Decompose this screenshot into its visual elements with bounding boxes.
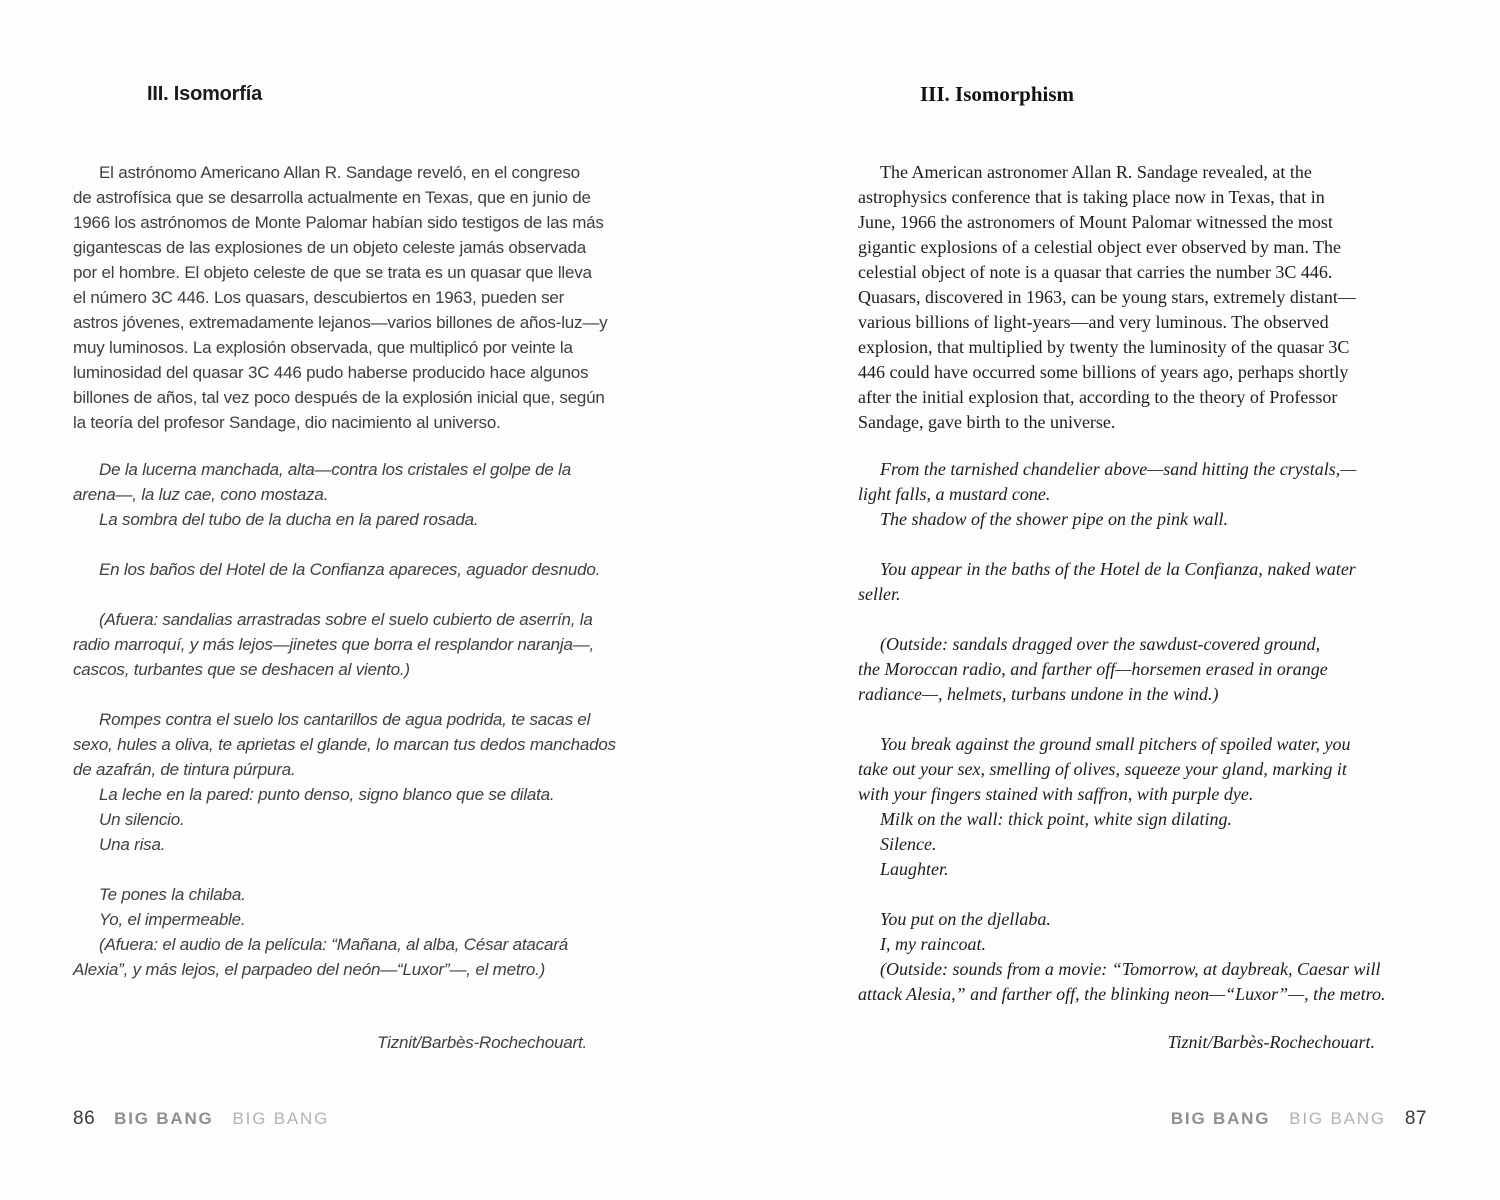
text-line: From the tarnished chandelier above—sand hitting the crystals,— [880, 459, 1357, 479]
text-line [858, 532, 1430, 557]
text-line: attack Alesia,” and farther off, the blinking neon—“Luxor”—, the metro. [858, 984, 1386, 1004]
text-line: Rompes contra el suelo los cantarillos de agua podrida, te sacas el [99, 710, 591, 729]
text-line: 1966 los astrónomos de Monte Palomar habían sido testigos de las más [73, 213, 604, 232]
text-line: You break against the ground small pitchers of spoiled water, you [880, 734, 1351, 754]
text-line: Yo, el impermeable. [99, 910, 246, 929]
text-line: En los baños del Hotel de la Confianza apareces, aguador desnudo. [99, 560, 601, 579]
running-header-section-title: BIG BANG [232, 1109, 330, 1128]
text-line: June, 1966 the astronomers of Mount Palomar witnessed the most [858, 212, 1333, 232]
text-line: after the initial explosion that, according to the theory of Professor [858, 387, 1338, 407]
running-header-book-title: BIG BANG [1170, 1109, 1271, 1128]
text-line: arena—, la luz cae, cono mostaza. [73, 485, 329, 504]
text-line: cascos, turbantes que se deshacen al viento.) [73, 660, 410, 679]
text-line: Te pones la chilaba. [99, 885, 246, 904]
poem-attribution: Tiznit/Barbès-Rochechouart. [1167, 1032, 1375, 1052]
text-line: De la lucerna manchada, alta—contra los cristales el golpe de la [99, 460, 571, 479]
text-line: de azafrán, de tintura púrpura. [73, 760, 296, 779]
text-line: luminosidad del quasar 3C 446 pudo haberse producido hace algunos [73, 363, 589, 382]
right-page [858, 0, 1430, 1200]
text-line: celestial object of note is a quasar that carries the number 3C 446. [858, 262, 1333, 282]
text-line: Alexia”, y más lejos, el parpadeo del neón—“Luxor”—, el metro.) [73, 960, 546, 979]
page-number: 87 [1404, 1108, 1427, 1129]
text-line: various billions of light-years—and very luminous. The observed [858, 312, 1329, 332]
text-line: 446 could have occurred some billions of years ago, perhaps shortly [858, 362, 1349, 382]
text-line: take out your sex, smelling of olives, squeeze your gland, marking it [858, 759, 1347, 779]
text-line: Una risa. [99, 835, 166, 854]
text-line: (Outside: sandals dragged over the sawdust-covered ground, [880, 634, 1321, 654]
text-line: The American astronomer Allan R. Sandage revealed, at the [880, 162, 1312, 182]
text-line [858, 707, 1430, 732]
text-line: light falls, a mustard cone. [858, 484, 1051, 504]
text-line: Un silencio. [99, 810, 185, 829]
running-header-section-title: BIG BANG [1289, 1109, 1386, 1128]
text-line: la teoría del profesor Sandage, dio nacimiento al universo. [73, 413, 501, 432]
text-line: La sombra del tubo de la ducha en la pared rosada. [99, 510, 479, 529]
text-line: radio marroquí, y más lejos—jinetes que borra el resplandor naranja—, [73, 635, 595, 654]
poem-stanzas-spanish [73, 457, 643, 982]
text-line: billones de años, tal vez poco después de la explosión inicial que, según [73, 388, 605, 407]
text-line: radiance—, helmets, turbans undone in the wind.) [858, 684, 1219, 704]
text-line: Milk on the wall: thick point, white sign dilating. [880, 809, 1232, 829]
text-line: seller. [858, 584, 901, 604]
text-line: explosion, that multiplied by twenty the luminosity of the quasar 3C [858, 337, 1350, 357]
text-line: astros jóvenes, extremadamente lejanos—varios billones de años-luz—y [73, 313, 608, 332]
text-line: the Moroccan radio, and farther off—horsemen erased in orange [858, 659, 1328, 679]
text-line: (Afuera: sandalias arrastradas sobre el suelo cubierto de aserrín, la [99, 610, 593, 629]
section-heading-spanish: III. Isomorfía [147, 83, 263, 105]
text-line: gigantic explosions of a celestial object ever observed by man. The [858, 237, 1342, 257]
page-footer [73, 1109, 643, 1128]
prose-paragraph-spanish [73, 160, 643, 435]
text-line: with your fingers stained with saffron, with purple dye. [858, 784, 1254, 804]
text-line: You put on the djellaba. [880, 909, 1051, 929]
text-line: Laughter. [880, 859, 949, 879]
text-line: el número 3C 446. Los quasars, descubiertos en 1963, pueden ser [73, 288, 565, 307]
text-line: (Outside: sounds from a movie: “Tomorrow, at daybreak, Caesar will [880, 959, 1381, 979]
text-line [73, 532, 643, 557]
text-line [858, 607, 1430, 632]
text-line: astrophysics conference that is taking place now in Texas, that in [858, 187, 1325, 207]
text-line: El astrónomo Americano Allan R. Sandage reveló, en el congreso [99, 163, 580, 182]
text-line [73, 682, 643, 707]
text-line: Quasars, discovered in 1963, can be young stars, extremely distant— [858, 287, 1356, 307]
text-line: sexo, hules a oliva, te aprietas el glande, lo marcan tus dedos manchados [73, 735, 616, 754]
text-line: I, my raincoat. [880, 934, 986, 954]
text-line [73, 582, 643, 607]
text-line: gigantescas de las explosiones de un objeto celeste jamás observada [73, 238, 586, 257]
poem-stanzas-english [858, 457, 1430, 1007]
text-line: La leche en la pared: punto denso, signo blanco que se dilata. [99, 785, 555, 804]
section-heading-english: III. Isomorphism [920, 82, 1075, 106]
page-number: 86 [73, 1108, 96, 1129]
prose-paragraph-english [858, 160, 1430, 435]
running-header-book-title: BIG BANG [114, 1109, 214, 1128]
page-footer [858, 1109, 1430, 1128]
text-line: You appear in the baths of the Hotel de la Confianza, naked water [880, 559, 1356, 579]
text-line: The shadow of the shower pipe on the pink wall. [880, 509, 1228, 529]
poem-attribution: Tiznit/Barbès-Rochechouart. [377, 1033, 587, 1052]
text-line: de astrofísica que se desarrolla actualmente en Texas, que en junio de [73, 188, 591, 207]
text-line: (Afuera: el audio de la película: “Mañana, al alba, César atacará [99, 935, 568, 954]
text-line: Sandage, gave birth to the universe. [858, 412, 1116, 432]
text-line: por el hombre. El objeto celeste de que se trata es un quasar que lleva [73, 263, 592, 282]
text-line [858, 882, 1430, 907]
text-line: Silence. [880, 834, 937, 854]
left-page [73, 0, 643, 1200]
text-line [73, 857, 643, 882]
text-line: muy luminosos. La explosión observada, que multiplicó por veinte la [73, 338, 573, 357]
